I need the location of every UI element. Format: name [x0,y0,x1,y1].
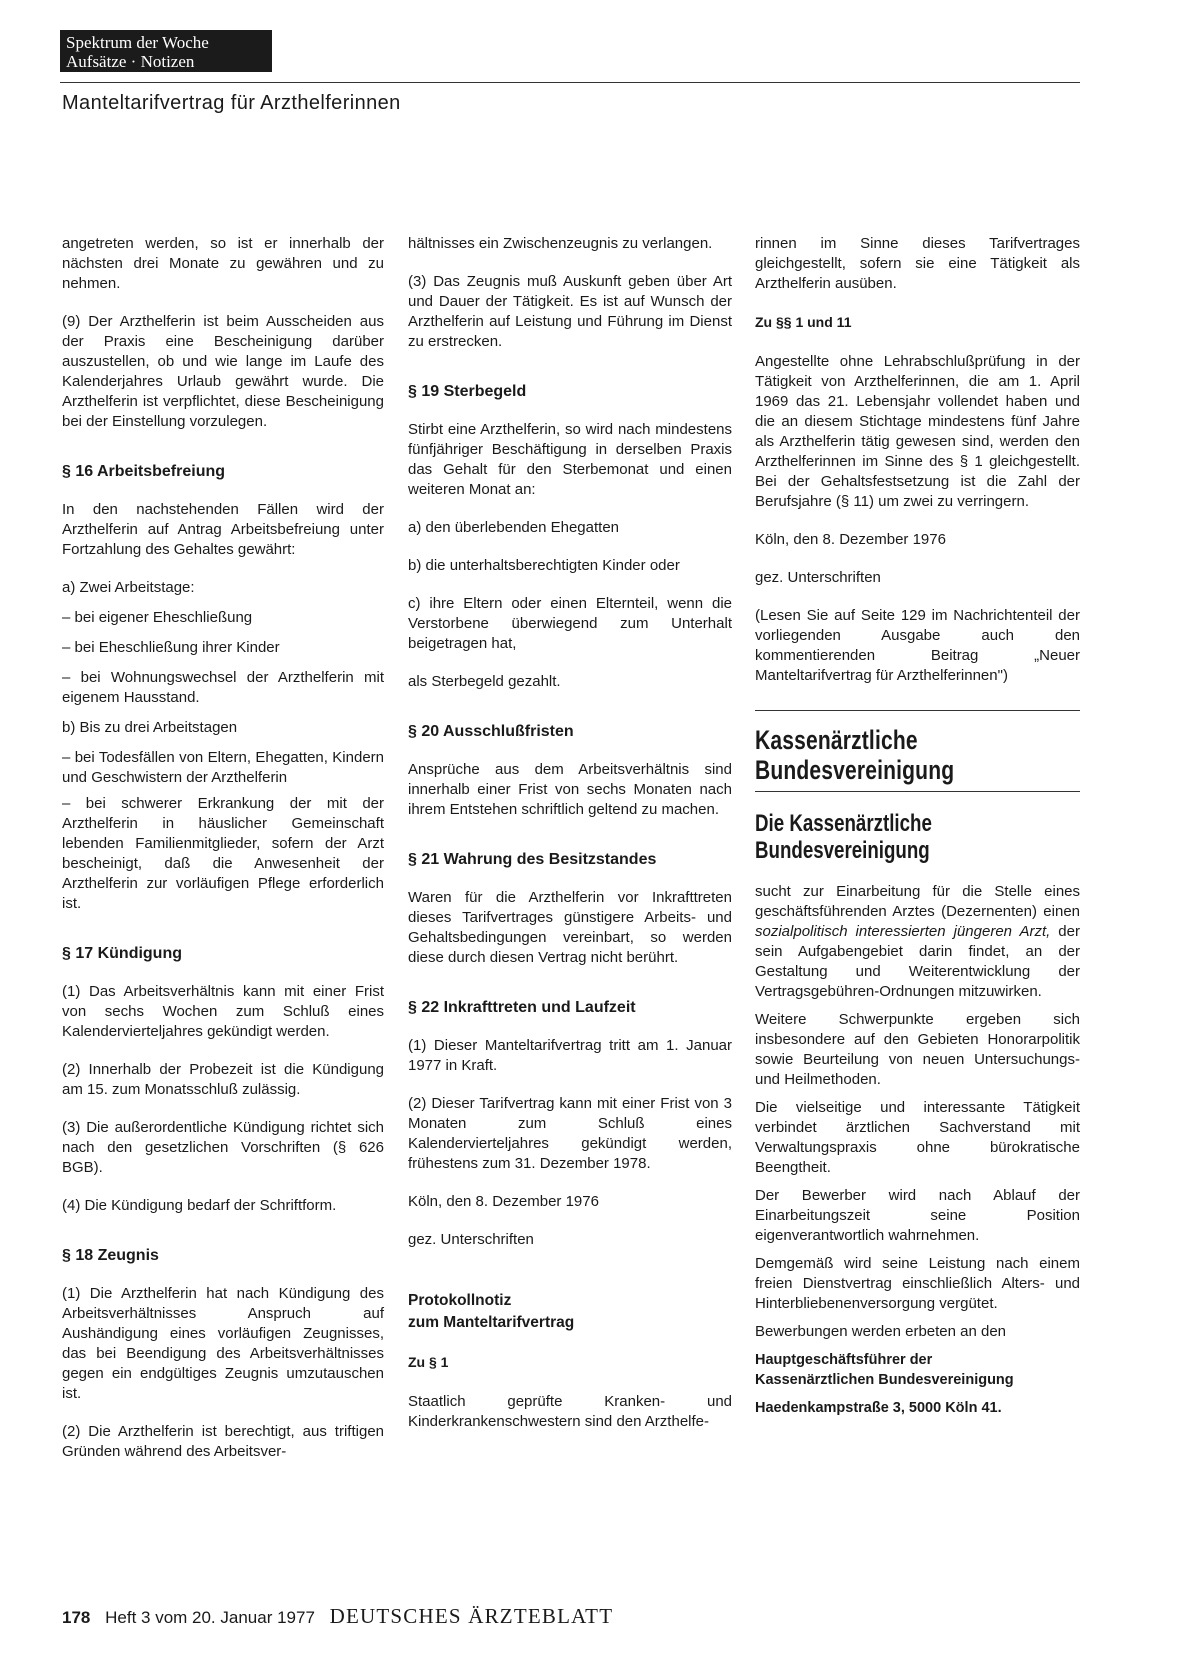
list-item: b) die unterhaltsberechtigten Kinder oder [408,557,680,574]
list-item: – bei Eheschließung ihrer Kinder [62,639,280,656]
section-heading-17: § 17 Kündigung [62,945,182,962]
paragraph: Waren für die Arzthelferin vor Inkrafttreten dieses Tarifvertrages günstigere Arbeits- und Gehaltsbedingungen vereinbart, so werden diese durch diesen Vertrag nicht berührt. [408,889,732,966]
signatures: gez. Unterschriften [755,569,881,586]
column-3 [755,234,1080,1418]
section-label [60,30,272,72]
paragraph: Stirbt eine Arzthelferin, so wird nach mindestens fünfjähriger Beschäftigung in derselben Praxis das Gehalt für den Sterbemonat und einen weiteren Monat an: [408,421,732,498]
contact-address [755,1350,1080,1418]
ad-paragraph: Bewerbungen werden erbeten an den [755,1323,1007,1340]
section-rule-top [755,710,1080,711]
paragraph: (2) Innerhalb der Probezeit ist die Kündigung am 15. zum Monatsschluß zulässig. [62,1061,384,1098]
ad-text: sucht zur Einarbeitung für die Stelle eines geschäftsführenden Arztes (Dezernenten) einen [755,883,1080,920]
kbv-heading [755,725,1079,785]
paragraph: (1) Das Arbeitsverhältnis kann mit einer Frist von sechs Wochen zum Schluß eines Kalendervierteljahres gekündigt werden. [62,983,384,1040]
list-item: a) Zwei Arbeitstage: [62,579,195,596]
paragraph: (1) Dieser Manteltarifvertrag tritt am 1. Januar 1977 in Kraft. [408,1037,732,1074]
issue-info: Heft 3 vom 20. Januar 1977 [105,1608,315,1627]
paragraph: (2) Die Arzthelferin ist berechtigt, aus triftigen Gründen während des Arbeitsver- [62,1423,384,1460]
ad-emphasis: sozialpolitisch interessierten jüngeren Arzt, [755,923,1051,940]
address-line1: Hauptgeschäftsführer der [755,1352,933,1368]
subheading-zu-1-und-11: Zu §§ 1 und 11 [755,314,852,330]
header-rule [60,82,1080,83]
address-line3: Haedenkampstraße 3, 5000 Köln 41. [755,1400,1002,1416]
ad-heading [755,810,1079,864]
paragraph: Angestellte ohne Lehrabschlußprüfung in der Tätigkeit von Arzthelferinnen, die am 1. April 1969 das 21. Lebensjahr vollendet haben und die an diesem Stichtage mindestens fünf Jahre als Arzthelferin tätig gewesen sind, werden den Arzthelferinnen im Sinne des § 1 gleichgestellt. Bei der Gehaltsfestsetzung ist die Zahl der Berufsjahre (§ 11) um zwei zu verringern. [755,353,1080,510]
section-heading-20: § 20 Ausschlußfristen [408,723,574,740]
paragraph: (1) Die Arzthelferin hat nach Kündigung des Arbeitsverhältnisses Anspruch auf Aushändigung eines vorläufigen Zeugnisses, das bei Beendigung des Arbeitsverhältnisses gegen ein endgültiges Zeugnis umzutauschen ist. [62,1285,384,1402]
section-heading-19: § 19 Sterbegeld [408,383,527,400]
page-title: Manteltarifvertrag für Arzthelferinnen [62,92,401,114]
ad-heading-line1: Die Kassenärztliche [755,810,932,837]
kbv-heading-line1: Kassenärztliche [755,725,918,755]
paragraph: als Sterbegeld gezahlt. [408,673,561,690]
section-label-line1: Spektrum der Woche [66,33,209,52]
column-2 [408,234,732,1450]
kbv-heading-line2: Bundesvereinigung [755,755,955,785]
protocol-note-heading-line2: zum Manteltarifvertrag [408,1314,575,1331]
subheading-zu-1: Zu § 1 [408,1354,449,1370]
ad-paragraph: Weitere Schwerpunkte ergeben sich insbesondere auf den Gebieten Honorarpolitik sowie Beurteilung von neuen Untersuchungs- und Heilmethoden. [755,1011,1080,1088]
section-rule-bottom [755,791,1080,792]
paragraph: angetreten werden, so ist er innerhalb der nächsten drei Monate zu gewähren und zu nehmen. [62,235,384,292]
page-footer [62,1604,613,1629]
paragraph: (2) Dieser Tarifvertrag kann mit einer Frist von 3 Monaten zum Schluß eines Kalendervierteljahres gekündigt werden, frühestens zum 31. Dezember 1978. [408,1095,732,1172]
protocol-note-heading [408,1290,732,1334]
editorial-note: (Lesen Sie auf Seite 129 im Nachrichtenteil der vorliegenden Ausgabe auch den kommentierenden Beitrag „Neuer Manteltarifvertrag für Arzthelferinnen") [755,607,1080,684]
list-item: – bei schwerer Erkrankung der mit der Arzthelferin in häuslicher Gemeinschaft lebenden Familienmitglieder, sofern der Arzt bescheinigt, daß die Anwesenheit der Arzthelferin zur vorläufigen Pflege erforderlich ist. [62,795,384,912]
page-number: 178 [62,1608,91,1627]
list-item: – bei Wohnungswechsel der Arzthelferin mit eigenem Hausstand. [62,669,384,706]
list-item: – bei Todesfällen von Eltern, Ehegatten, Kindern und Geschwistern der Arzthelferin [62,749,384,786]
column-1 [62,234,384,1480]
paragraph: Staatlich geprüfte Kranken- und Kinderkrankenschwestern sind den Arzthelfe- [408,1393,732,1430]
section-heading-18: § 18 Zeugnis [62,1247,159,1264]
section-label-line2: Aufsätze · Notizen [66,52,195,71]
section-heading-16: § 16 Arbeitsbefreiung [62,463,226,480]
place-date: Köln, den 8. Dezember 1976 [755,531,946,548]
ad-paragraph: Die vielseitige und interessante Tätigkeit verbindet ärztlichen Sachverstand mit Verwaltungspraxis ohne bürokratische Beengtheit. [755,1099,1080,1176]
paragraph: Ansprüche aus dem Arbeitsverhältnis sind innerhalb einer Frist von sechs Monaten nach ihrem Entstehen schriftlich geltend zu machen. [408,761,732,818]
protocol-note-heading-line1: Protokollnotiz [408,1292,512,1309]
ad-paragraph: Der Bewerber wird nach Ablauf der Einarbeitungszeit seine Position eigenverantwortlich wahrnehmen. [755,1187,1080,1244]
paragraph: (3) Die außerordentliche Kündigung richtet sich nach den gesetzlichen Vorschriften (§ 626 BGB). [62,1119,384,1176]
magazine-name: DEUTSCHES ÄRZTEBLATT [329,1604,614,1628]
paragraph: (9) Der Arzthelferin ist beim Ausscheiden aus der Praxis eine Bescheinigung darüber auszustellen, ob und wie lange im Laufe des Kalenderjahres Urlaub gewährt wurde. Die Arzthelferin ist verpflichtet, diese Bescheinigung bei der Einstellung vorzulegen. [62,313,384,430]
paragraph: hältnisses ein Zwischenzeugnis zu verlangen. [408,235,713,252]
list-item: c) ihre Eltern oder einen Elternteil, wenn die Verstorbene überwiegend zum Unterhalt beigetragen hat, [408,595,732,652]
paragraph: In den nachstehenden Fällen wird der Arzthelferin auf Antrag Arbeitsbefreiung unter Fortzahlung des Gehaltes gewährt: [62,501,384,558]
job-advertisement [755,810,1080,1418]
ad-text: der sein Aufgabengebiet darin findet, an der Gestaltung und Weiterentwicklung der Vertragsgebühren-Ordnungen mitzuwirken. [755,923,1080,1000]
paragraph: rinnen im Sinne dieses Tarifvertrages gleichgestellt, sofern sie eine Tätigkeit als Arzthelferin ausüben. [755,235,1080,292]
section-heading-22: § 22 Inkrafttreten und Laufzeit [408,999,636,1016]
list-item: a) den überlebenden Ehegatten [408,519,620,536]
signatures: gez. Unterschriften [408,1231,534,1248]
ad-heading-line2: Bundesvereinigung [755,837,930,864]
paragraph: (4) Die Kündigung bedarf der Schriftform. [62,1197,337,1214]
list-item: b) Bis zu drei Arbeitstagen [62,719,238,736]
section-heading-21: § 21 Wahrung des Besitzstandes [408,851,657,868]
list-item: – bei eigener Eheschließung [62,609,253,626]
address-line2: Kassenärztlichen Bundesvereinigung [755,1372,1014,1388]
ad-paragraph [755,882,1080,1002]
place-date: Köln, den 8. Dezember 1976 [408,1193,599,1210]
paragraph: (3) Das Zeugnis muß Auskunft geben über Art und Dauer der Tätigkeit. Es ist auf Wunsch der Arzthelferin auf Leistung und Führung im Dienst zu erstrecken. [408,273,732,350]
ad-paragraph: Demgemäß wird seine Leistung nach einem freien Dienstvertrag einschließlich Alters- und Hinterbliebenenversorgung vergütet. [755,1255,1080,1312]
